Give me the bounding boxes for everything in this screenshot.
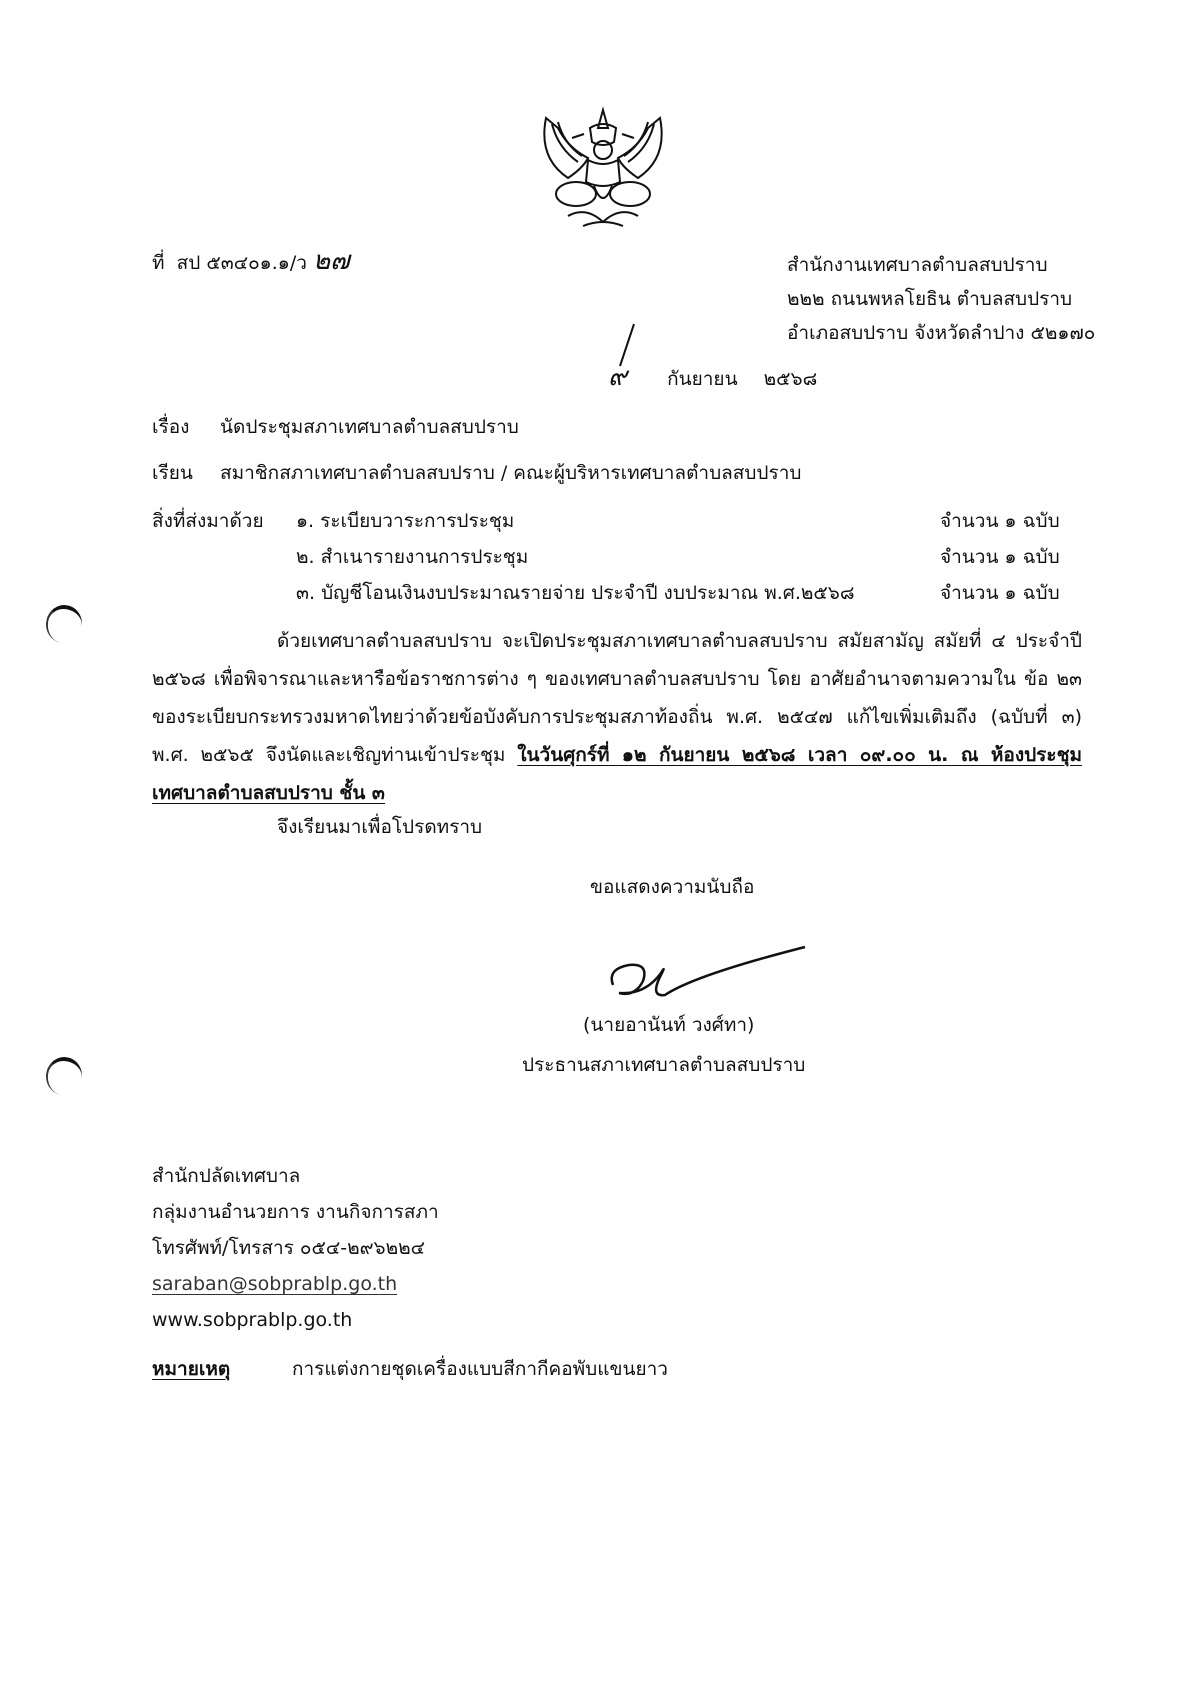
- contact-division: กลุ่มงานอำนวยการ งานกิจการสภา: [152, 1201, 439, 1223]
- signatory-name: (นายอานันท์ วงศ์ทา): [583, 1014, 755, 1036]
- attachment-item-3: ๓. บัญชีโอนเงินงบประมาณรายจ่าย ประจำปี งบประมาณ พ.ศ.๒๕๖๘: [296, 582, 855, 604]
- contact-email-link[interactable]: saraban@sobprablp.go.th: [152, 1273, 398, 1295]
- subject-label: เรื่อง: [152, 416, 190, 438]
- recipient-line: [152, 460, 801, 486]
- attachment-qty-2: จำนวน ๑ ฉบับ: [940, 546, 1060, 568]
- meeting-datetime-location: ในวันศุกร์ที่ ๑๒ กันยายน ๒๕๖๘ เวลา ๐๙.๐๐ น. ณ ห้องประชุมเทศบาลตำบลสบปราบ ชั้น ๓: [152, 744, 1082, 804]
- ref-label: ที่: [152, 252, 165, 274]
- punch-hole-mark: [43, 1054, 85, 1098]
- attachment-qty-3: จำนวน ๑ ฉบับ: [940, 582, 1060, 604]
- note-line: [152, 1356, 668, 1382]
- reference-number: [152, 248, 350, 276]
- date-month: กันยายน: [667, 368, 738, 390]
- attachment-qty-1: จำนวน ๑ ฉบับ: [940, 510, 1060, 532]
- body-text: ด้วยเทศบาลตำบลสบปราบ จะเปิดประชุมสภาเทศบาลตำบลสบปราบ สมัยสามัญ สมัยที่ ๔ ประจำปี ๒๕๖๘ เพื่อพิจารณาและหารือข้อราชการต่าง ๆ ของเทศบาลตำบลสบปราบ โดย อาศัยอำนาจตามความใน ข้อ ๒๓ ของระเบียบกระทรวงมหาดไทยว่าด้วยข้อบังคับการประชุมสภาท้องถิ่น พ.ศ. ๒๕๔๗ แก้ไขเพิ่มเติมถึง (ฉบับที่ ๓) พ.ศ. ๒๕๖๕ จึงนัดและเชิญท่านเข้าประชุม: [152, 630, 1082, 766]
- address-line: อำเภอสบปราบ จังหวัดลำปาง ๕๒๑๗๐: [787, 322, 1096, 344]
- body-paragraph: [152, 622, 1082, 812]
- attachment-item-2: ๒. สำเนารายงานการประชุม: [296, 546, 529, 568]
- recipient-value: สมาชิกสภาเทศบาลตำบลสบปราบ / คณะผู้บริหารเทศบาลตำบลสบปราบ: [220, 462, 802, 484]
- document-date: [608, 364, 817, 392]
- date-day-handwritten: ๙: [608, 362, 628, 392]
- contact-phone: โทรศัพท์/โทรสาร ๐๕๔-๒๙๖๒๒๔: [152, 1237, 426, 1259]
- note-label: หมายเหตุ: [152, 1358, 231, 1380]
- note-text: การแต่งกายชุดเครื่องแบบสีกากีคอพับแขนยาว: [292, 1358, 668, 1380]
- ref-value: สป ๕๓๔๐๑.๑/ว: [176, 252, 307, 274]
- subject-line: [152, 414, 519, 440]
- attachments-label: สิ่งที่ส่งมาด้วย: [152, 510, 264, 532]
- recipient-label: เรียน: [152, 462, 193, 484]
- salutation: ขอแสดงความนับถือ: [590, 876, 755, 898]
- contact-office: สำนักปลัดเทศบาล: [152, 1165, 301, 1187]
- date-year: ๒๕๖๘: [763, 368, 818, 390]
- address-line: สำนักงานเทศบาลตำบลสบปราบ: [787, 254, 1048, 276]
- sender-address: [787, 248, 1095, 350]
- closing-line: จึงเรียนมาเพื่อโปรดทราบ: [277, 816, 483, 838]
- signatory-position: ประธานสภาเทศบาลตำบลสบปราบ: [522, 1054, 806, 1076]
- subject-value: นัดประชุมสภาเทศบาลตำบลสบปราบ: [220, 416, 519, 438]
- address-line: ๒๒๒ ถนนพหลโยธิน ตำบลสบปราบ: [787, 288, 1073, 310]
- ref-handwritten-number: ๒๗: [312, 246, 350, 276]
- signature-icon: [605, 935, 815, 1015]
- contact-website[interactable]: www.sobprablp.go.th: [152, 1309, 353, 1331]
- contact-block: [152, 1158, 439, 1338]
- punch-hole-mark: [43, 602, 85, 646]
- attachment-item-1: ๑. ระเบียบวาระการประชุม: [296, 510, 515, 532]
- garuda-emblem-icon: [528, 98, 678, 238]
